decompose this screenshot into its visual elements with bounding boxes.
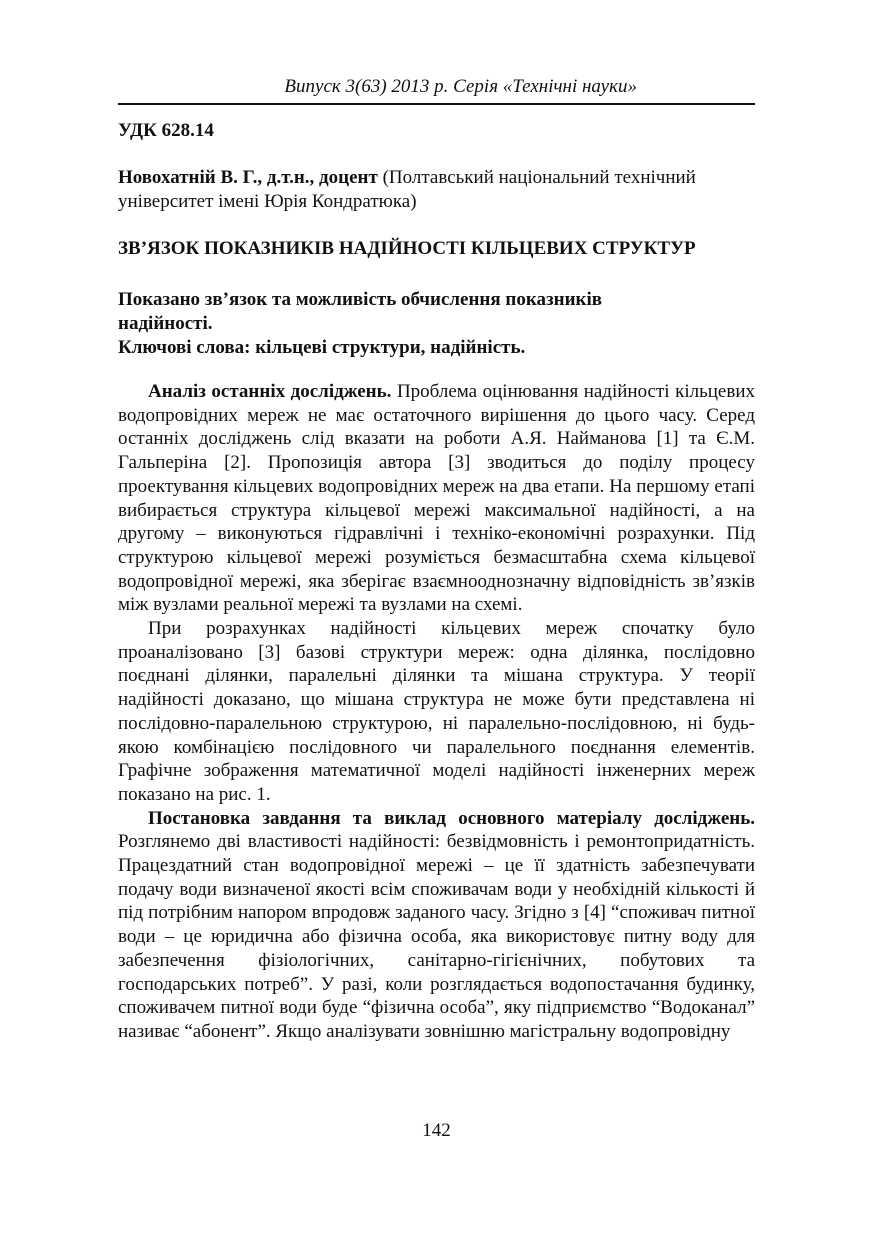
author-name: Новохатній В. Г., д.т.н., доцент bbox=[118, 167, 378, 188]
page-number: 142 bbox=[422, 1120, 451, 1141]
document-page bbox=[118, 0, 755, 1240]
author-affiliation: (Полтавський національний технічний університет імені Юрія Кондратюка) bbox=[118, 167, 696, 212]
section-lead-analysis: Аналіз останніх досліджень. bbox=[148, 381, 392, 402]
running-header: Випуск 3(63) 2013 р. Серія «Технічні науки» bbox=[284, 76, 637, 97]
paragraph-analysis bbox=[118, 380, 755, 617]
section-lead-problem: Постановка завдання та виклад основного матеріалу досліджень. bbox=[148, 807, 755, 829]
keywords: Ключові слова: кільцеві структури, надійність. bbox=[118, 337, 526, 358]
author-block bbox=[118, 166, 755, 214]
article-body bbox=[118, 380, 755, 1044]
abstract-summary: Показано зв’язок та можливість обчислення показників надійності. bbox=[118, 289, 603, 334]
article-title: ЗВ’ЯЗОК ПОКАЗНИКІВ НАДІЙНОСТІ КІЛЬЦЕВИХ СТРУКТУР bbox=[118, 238, 696, 259]
paragraph-text: Розглянемо дві властивості надійності: безвідмовність і ремонтопридатність. Працездатний стан водопровідної мережі – це її здатність забезпечувати подачу води визначеної якості всім споживачам води у необхідній кількості й під потрібним напором впродовж заданого часу. Згідно з [4] “споживач питної води – це юридична або фізична особа, яка використовує питну воду для забезпечення фізіологічних, санітарно-гігієнічних, побутових та господарських потреб”. У разі, коли розглядається водопостачання будинку, споживачем питної води буде “фізична особа”, яку підприємство “Водоканал” називає “абонент”. Якщо аналізувати зовнішню магістральну водопровідну bbox=[118, 831, 755, 1042]
abstract-block bbox=[118, 288, 755, 360]
paragraph-text: Проблема оцінювання надійності кільцевих водопровідних мереж не має остаточного вирішення до цього часу. Серед останніх досліджень слід вказати на роботи А.Я. Найманова [1] та Є.М. Гальперіна [2]. Пропозиція автора [3] зводиться до поділу процесу проектування кільцевих водопровідних мереж на два етапи. На першому етапі вибирається структура кільцевої мережі максимальної надійності, а на другому – виконуються гідравлічні і техніко-економічні розрахунки. Під структурою кільцевої мережі розуміється безмасштабна схема кільцевої водопровідної мережі, яка зберігає взаємнооднозначну відповідність зв’язків між вузлами реальної мережі та вузлами на схемі. bbox=[118, 381, 755, 616]
header-divider bbox=[118, 103, 755, 105]
paragraph-text: При розрахунках надійності кільцевих мереж спочатку було проаналізовано [3] базові структури мереж: одна ділянка, послідовно поєднані ділянки, паралельні ділянки та мішана структура. У теорії надійності доказано, що мішана структура не може бути представлена ні послідовно-паралельною структурою, ні паралельно-послідовною, ні будь-якою комбінацією послідовного чи паралельного поєднання елементів. Графічне зображення математичної моделі надійності інженерних мереж показано на рис. 1. bbox=[118, 618, 755, 805]
paragraph-problem-statement bbox=[118, 807, 755, 1044]
paragraph-base-structures bbox=[118, 617, 755, 807]
udc-code: УДК 628.14 bbox=[118, 120, 214, 141]
